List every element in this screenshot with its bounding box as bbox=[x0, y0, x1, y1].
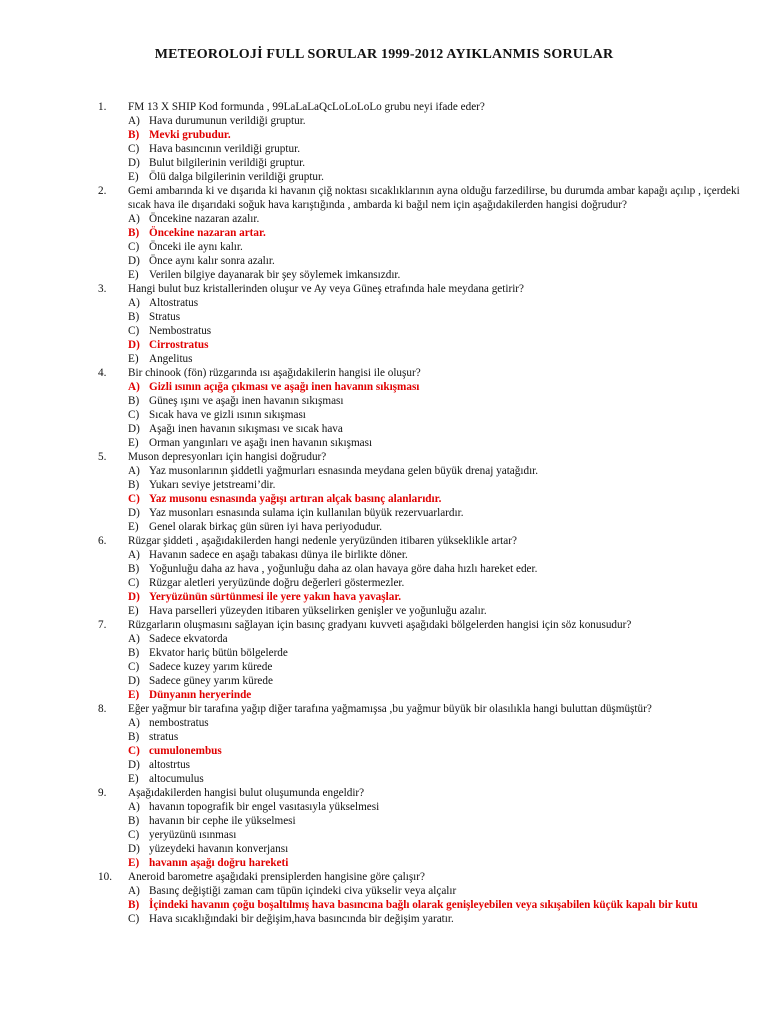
question-number: 1. bbox=[98, 101, 107, 113]
question-text: Rüzgarların oluşmasını sağlayan için basınç gradyanı kuvveti aşağıdaki bölgelerden hangisi için söz konusudur? bbox=[128, 619, 632, 631]
option-text: Öncekine nazaran azalır. bbox=[149, 213, 260, 225]
answer-option bbox=[98, 548, 748, 562]
answer-option bbox=[98, 506, 748, 520]
option-letter: C) bbox=[128, 745, 140, 757]
answer-option bbox=[98, 632, 748, 646]
option-text: Cirrostratus bbox=[149, 339, 209, 351]
option-text: Orman yangınları ve aşağı inen havanın sıkışması bbox=[149, 437, 373, 449]
answer-option bbox=[98, 352, 748, 366]
question-number: 9. bbox=[98, 787, 107, 799]
answer-option-correct bbox=[98, 688, 748, 702]
option-text: stratus bbox=[149, 731, 179, 743]
option-text: Yaz musonu esnasında yağışı artıran alçak basınç alanlarıdır. bbox=[149, 493, 442, 505]
question-row bbox=[98, 786, 748, 800]
answer-option bbox=[98, 646, 748, 660]
option-text: Önce aynı kalır sonra azalır. bbox=[149, 255, 275, 267]
answer-option-correct bbox=[98, 898, 748, 912]
option-text: Güneş ışını ve aşağı inen havanın sıkışması bbox=[149, 395, 344, 407]
option-letter: E) bbox=[128, 689, 140, 701]
option-text: Stratus bbox=[149, 311, 181, 323]
option-letter: D) bbox=[128, 759, 140, 771]
question-row bbox=[98, 450, 748, 464]
answer-option-correct bbox=[98, 338, 748, 352]
option-text: altocumulus bbox=[149, 773, 204, 785]
option-text: Yaz musonlarının şiddetli yağmurları esnasında meydana gelen büyük drenaj yatağıdır. bbox=[149, 465, 539, 477]
option-text: yeryüzünü ısınması bbox=[149, 829, 237, 841]
question-row bbox=[98, 618, 748, 632]
option-text: Hava parselleri yüzeyden itibaren yükselirken genişler ve yoğunluğu azalır. bbox=[149, 605, 487, 617]
question-item bbox=[98, 534, 748, 618]
answer-option bbox=[98, 268, 748, 282]
answer-option-correct bbox=[98, 380, 748, 394]
question-text: Bir chinook (fön) rüzgarında ısı aşağıdakilerin hangisi ile oluşur? bbox=[128, 367, 421, 379]
option-text: Basınç değiştiği zaman cam tüpün içindeki civa yükselir veya alçalır bbox=[149, 885, 457, 897]
answer-option-correct bbox=[98, 128, 748, 142]
question-row bbox=[98, 184, 748, 212]
option-text: Hava sıcaklığındaki bir değişim,hava basıncında bir değişim yaratır. bbox=[149, 913, 454, 925]
answer-option bbox=[98, 170, 748, 184]
option-letter: A) bbox=[128, 549, 140, 561]
option-letter: A) bbox=[128, 633, 140, 645]
question-number: 10. bbox=[98, 871, 112, 883]
option-letter: C) bbox=[128, 143, 140, 155]
option-text: Altostratus bbox=[149, 297, 199, 309]
option-letter: B) bbox=[128, 479, 140, 491]
option-letter: A) bbox=[128, 801, 140, 813]
option-text: Havanın sadece en aşağı tabakası dünya ile birlikte döner. bbox=[149, 549, 408, 561]
answer-option bbox=[98, 436, 748, 450]
option-letter: A) bbox=[128, 465, 140, 477]
option-text: nembostratus bbox=[149, 717, 209, 729]
question-number: 8. bbox=[98, 703, 107, 715]
option-letter: A) bbox=[128, 297, 140, 309]
question-text: Gemi ambarında ki ve dışarıda ki havanın çiğ noktası sıcaklıklarının ayna olduğu farzedilirse, bu durumda ambar kapağı açılıp , içerdeki sıcak hava ile dışarıdaki soğuk hava karıştığında , ambarda ki bağıl nem için aşağıdakilerden hangisi doğrudur? bbox=[128, 185, 740, 211]
answer-option bbox=[98, 842, 748, 856]
option-letter: A) bbox=[128, 885, 140, 897]
option-letter: B) bbox=[128, 311, 140, 323]
question-item bbox=[98, 282, 748, 366]
question-row bbox=[98, 870, 748, 884]
question-number: 4. bbox=[98, 367, 107, 379]
option-text: Verilen bilgiye dayanarak bir şey söylemek imkansızdır. bbox=[149, 269, 401, 281]
option-text: yüzeydeki havanın konverjansı bbox=[149, 843, 289, 855]
option-text: Önceki ile aynı kalır. bbox=[149, 241, 243, 253]
answer-option bbox=[98, 660, 748, 674]
question-number: 7. bbox=[98, 619, 107, 631]
option-text: cumulonembus bbox=[149, 745, 222, 757]
answer-option bbox=[98, 576, 748, 590]
option-letter: D) bbox=[128, 507, 140, 519]
option-letter: D) bbox=[128, 675, 140, 687]
option-text: Aşağı inen havanın sıkışması ve sıcak hava bbox=[149, 423, 343, 435]
option-letter: E) bbox=[128, 773, 139, 785]
option-text: havanın topografik bir engel vasıtasıyla yükselmesi bbox=[149, 801, 380, 813]
option-letter: A) bbox=[128, 381, 140, 393]
option-letter: D) bbox=[128, 157, 140, 169]
question-number: 5. bbox=[98, 451, 107, 463]
question-number: 2. bbox=[98, 185, 107, 197]
option-text: Öncekine nazaran artar. bbox=[149, 227, 266, 239]
answer-option bbox=[98, 758, 748, 772]
answer-option bbox=[98, 156, 748, 170]
option-text: Ekvator hariç bütün bölgelerde bbox=[149, 647, 288, 659]
answer-option bbox=[98, 240, 748, 254]
question-text: Rüzgar şiddeti , aşağıdakilerden hangi nedenle yeryüzünden itibaren yükseklikle artar? bbox=[128, 535, 517, 547]
option-letter: D) bbox=[128, 591, 140, 603]
option-letter: E) bbox=[128, 437, 139, 449]
answer-option bbox=[98, 114, 748, 128]
answer-option bbox=[98, 520, 748, 534]
answer-option bbox=[98, 310, 748, 324]
answer-option bbox=[98, 604, 748, 618]
question-number: 6. bbox=[98, 535, 107, 547]
option-letter: E) bbox=[128, 269, 139, 281]
answer-option bbox=[98, 716, 748, 730]
answer-option bbox=[98, 394, 748, 408]
question-number: 3. bbox=[98, 283, 107, 295]
option-letter: B) bbox=[128, 227, 140, 239]
question-text: Muson depresyonları için hangisi doğrudur? bbox=[128, 451, 327, 463]
question-item bbox=[98, 786, 748, 870]
answer-option-correct bbox=[98, 492, 748, 506]
question-item bbox=[98, 618, 748, 702]
option-text: Sadece ekvatorda bbox=[149, 633, 228, 645]
option-letter: D) bbox=[128, 423, 140, 435]
option-text: Hava durumunun verildiği gruptur. bbox=[149, 115, 306, 127]
answer-option bbox=[98, 408, 748, 422]
option-text: havanın aşağı doğru hareketi bbox=[149, 857, 289, 869]
option-letter: D) bbox=[128, 339, 140, 351]
option-letter: C) bbox=[128, 829, 140, 841]
answer-option bbox=[98, 772, 748, 786]
question-row bbox=[98, 282, 748, 296]
option-letter: B) bbox=[128, 731, 140, 743]
option-letter: C) bbox=[128, 325, 140, 337]
option-text: Bulut bilgilerinin verildiği gruptur. bbox=[149, 157, 305, 169]
option-text: Yukarı seviye jetstreami’dir. bbox=[149, 479, 276, 491]
option-letter: B) bbox=[128, 129, 140, 141]
option-letter: C) bbox=[128, 241, 140, 253]
question-item bbox=[98, 870, 748, 926]
option-letter: B) bbox=[128, 899, 140, 911]
question-row bbox=[98, 534, 748, 548]
answer-option-correct bbox=[98, 744, 748, 758]
option-text: Angelitus bbox=[149, 353, 193, 365]
option-text: Yaz musonları esnasında sulama için kullanılan büyük rezervuarlardır. bbox=[149, 507, 464, 519]
option-text: Mevki grubudur. bbox=[149, 129, 231, 141]
option-text: İçindeki havanın çoğu boşaltılmış hava basıncına bağlı olarak genişleyebilen veya sıkışabilen küçük kapalı bir kutu bbox=[149, 899, 698, 911]
option-letter: A) bbox=[128, 213, 140, 225]
option-text: Hava basıncının verildiği gruptur. bbox=[149, 143, 300, 155]
answer-option bbox=[98, 142, 748, 156]
answer-option bbox=[98, 814, 748, 828]
option-letter: B) bbox=[128, 563, 140, 575]
option-text: Sıcak hava ve gizli ısının sıkışması bbox=[149, 409, 306, 421]
option-text: Dünyanın heryerinde bbox=[149, 689, 252, 701]
option-text: Ölü dalga bilgilerinin verildiği gruptur. bbox=[149, 171, 324, 183]
question-row bbox=[98, 100, 748, 114]
answer-option bbox=[98, 828, 748, 842]
option-text: Yoğunluğu daha az hava , yoğunluğu daha az olan havaya göre daha hızlı hareket eder. bbox=[149, 563, 538, 575]
option-text: Sadece kuzey yarım kürede bbox=[149, 661, 273, 673]
answer-option-correct bbox=[98, 226, 748, 240]
option-letter: C) bbox=[128, 913, 140, 925]
question-item bbox=[98, 100, 748, 184]
option-letter: A) bbox=[128, 115, 140, 127]
option-letter: E) bbox=[128, 521, 139, 533]
option-letter: D) bbox=[128, 843, 140, 855]
option-text: havanın bir cephe ile yükselmesi bbox=[149, 815, 296, 827]
question-item bbox=[98, 184, 748, 282]
option-letter: E) bbox=[128, 171, 139, 183]
option-letter: E) bbox=[128, 857, 140, 869]
option-letter: B) bbox=[128, 815, 140, 827]
question-item bbox=[98, 450, 748, 534]
question-text: Aşağıdakilerden hangisi bulut oluşumunda engeldir? bbox=[128, 787, 365, 799]
answer-option-correct bbox=[98, 856, 748, 870]
answer-option bbox=[98, 296, 748, 310]
answer-option bbox=[98, 324, 748, 338]
question-text: Aneroid barometre aşağıdaki prensiplerden hangisine göre çalışır? bbox=[128, 871, 425, 883]
question-text: Eğer yağmur bir tarafına yağıp diğer tarafına yağmamışsa ,bu yağmur büyük bir olasılıkla hangi buluttan düşmüştür? bbox=[128, 703, 652, 715]
question-text: Hangi bulut buz kristallerinden oluşur ve Ay veya Güneş etrafında hale meydana getirir? bbox=[128, 283, 524, 295]
option-letter: E) bbox=[128, 353, 139, 365]
option-letter: E) bbox=[128, 605, 139, 617]
answer-option bbox=[98, 212, 748, 226]
option-letter: C) bbox=[128, 577, 140, 589]
option-letter: B) bbox=[128, 647, 140, 659]
answer-option bbox=[98, 730, 748, 744]
answer-option bbox=[98, 254, 748, 268]
option-letter: D) bbox=[128, 255, 140, 267]
option-letter: C) bbox=[128, 409, 140, 421]
question-item bbox=[98, 366, 748, 450]
answer-option bbox=[98, 800, 748, 814]
answer-option bbox=[98, 674, 748, 688]
option-text: Gizli ısının açığa çıkması ve aşağı inen havanın sıkışması bbox=[149, 381, 420, 393]
answer-option bbox=[98, 884, 748, 898]
question-row bbox=[98, 702, 748, 716]
option-text: Nembostratus bbox=[149, 325, 212, 337]
question-text: FM 13 X SHIP Kod formunda , 99LaLaLaQcLoLoLoLo grubu neyi ifade eder? bbox=[128, 101, 485, 113]
answer-option bbox=[98, 912, 748, 926]
option-text: Rüzgar aletleri yeryüzünde doğru değerleri göstermezler. bbox=[149, 577, 405, 589]
option-letter: A) bbox=[128, 717, 140, 729]
question-row bbox=[98, 366, 748, 380]
answer-option bbox=[98, 464, 748, 478]
option-text: Genel olarak birkaç gün süren iyi hava periyodudur. bbox=[149, 521, 382, 533]
option-letter: B) bbox=[128, 395, 140, 407]
answer-option bbox=[98, 478, 748, 492]
page-title: METEOROLOJİ FULL SORULAR 1999-2012 AYIKLANMIS SORULAR bbox=[154, 47, 614, 62]
answer-option bbox=[98, 422, 748, 436]
answer-option bbox=[98, 562, 748, 576]
answer-option-correct bbox=[98, 590, 748, 604]
question-item bbox=[98, 702, 748, 786]
question-list bbox=[98, 100, 748, 926]
option-letter: C) bbox=[128, 661, 140, 673]
option-text: Sadece güney yarım kürede bbox=[149, 675, 273, 687]
option-text: Yeryüzünün sürtünmesi ile yere yakın hava yavaşlar. bbox=[149, 591, 402, 603]
option-letter: C) bbox=[128, 493, 140, 505]
option-text: altostrtus bbox=[149, 759, 191, 771]
